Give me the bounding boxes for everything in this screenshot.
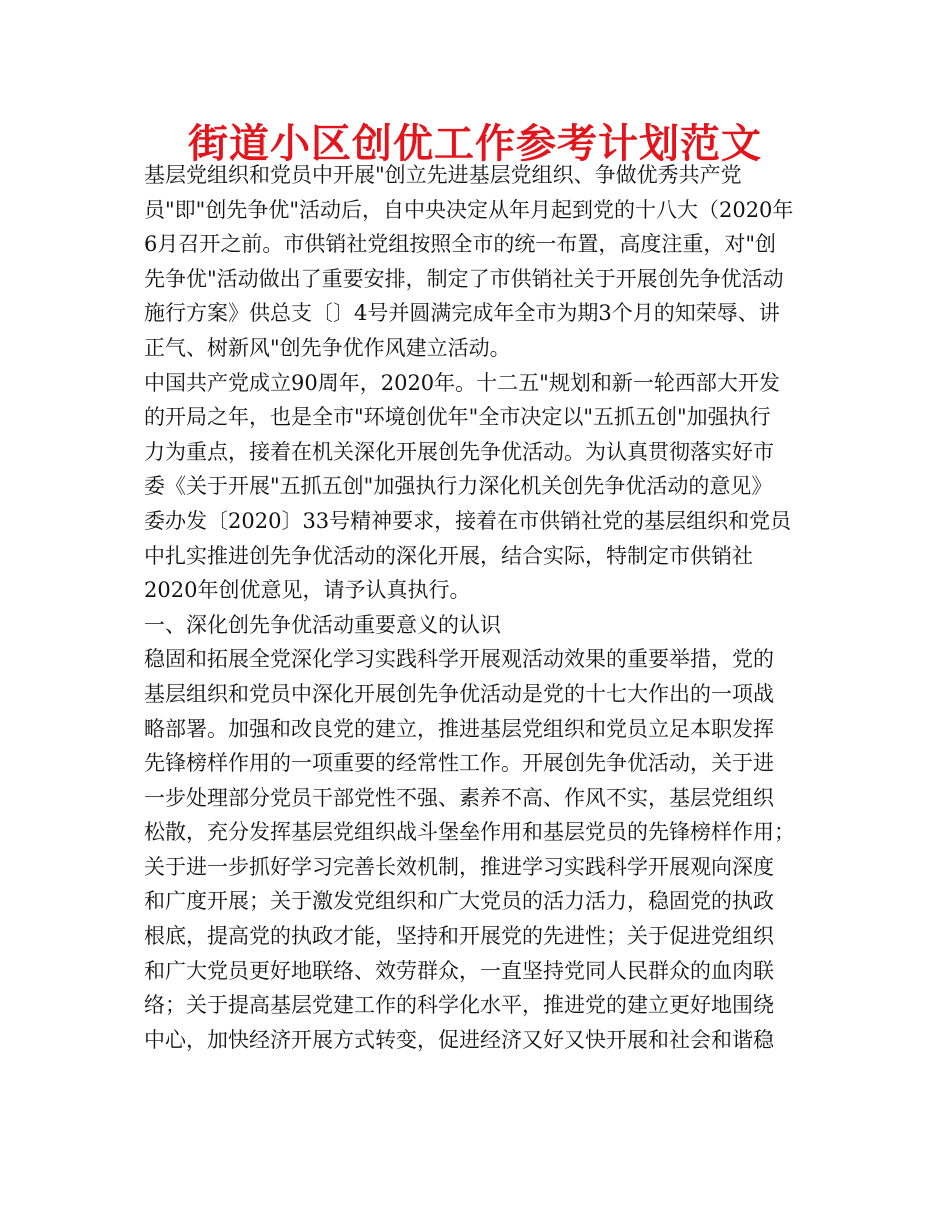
document-title: 街道小区创优工作参考计划范文 <box>188 121 762 167</box>
text-line: 施行方案》供总支〔〕4号并圆满完成年全市为期3个月的知荣辱、讲 <box>144 301 780 326</box>
text-line: 一、深化创先争优活动重要意义的认识 <box>144 612 501 637</box>
text-line: 先争优"活动做出了重要安排，制定了市供销社关于开展创先争优活动 <box>144 266 784 291</box>
text-line: 中扎实推进创先争优活动的深化开展，结合实际，特制定市供销社 <box>144 543 753 568</box>
text-line: 中心，加快经济开展方式转变，促进经济又好又快开展和社会和谐稳 <box>144 1027 774 1052</box>
text-line: 和广大党员更好地联络、效劳群众，一直坚持党同人民群众的血肉联 <box>144 958 774 983</box>
text-line: 稳固和拓展全党深化学习实践科学开展观活动效果的重要举措，党的 <box>144 647 774 672</box>
text-line: 的开局之年，也是全市"环境创优年"全市决定以"五抓五创"加强执行 <box>144 405 771 430</box>
text-line: 员"即"创先争优"活动后，自中央决定从年月起到党的十八大（2020年 <box>144 197 794 222</box>
text-line: 力为重点，接着在机关深化开展创先争优活动。为认真贯彻落实好市 <box>144 439 774 464</box>
text-line: 先锋榜样作用的一项重要的经常性工作。开展创先争优活动，关于进 <box>144 751 774 776</box>
text-line: 根底，提高党的执政才能，坚持和开展党的先进性；关于促进党组织 <box>144 924 774 949</box>
text-line: 略部署。加强和改良党的建立，推进基层党组织和党员立足本职发挥 <box>144 716 774 741</box>
text-line: 络；关于提高基层党建工作的科学化水平，推进党的建立更好地围绕 <box>144 993 774 1018</box>
text-line: 松散，充分发挥基层党组织战斗堡垒作用和基层党员的先锋榜样作用； <box>144 820 795 845</box>
document-body <box>144 158 814 1057</box>
text-line: 委办发〔2020〕33号精神要求，接着在市供销社党的基层组织和党员 <box>144 508 792 533</box>
text-line: 和广度开展；关于激发党组织和广大党员的活力活力，稳固党的执政 <box>144 889 774 914</box>
text-line: 6月召开之前。市供销社党组按照全市的统一布置，高度注重，对"创 <box>144 232 777 257</box>
text-line: 正气、树新风"创先争优作风建立活动。 <box>144 335 511 360</box>
text-line: 2020年创优意见，请予认真执行。 <box>144 578 471 603</box>
text-line: 基层组织和党员中深化开展创先争优活动是党的十七大作出的一项战 <box>144 681 774 706</box>
text-line: 基层党组织和党员中开展"创立先进基层党组织、争做优秀共产党 <box>144 163 742 187</box>
text-line: 关于进一步抓好学习完善长效机制，推进学习实践科学开展观向深度 <box>144 854 774 879</box>
text-line: 一步处理部分党员干部党性不强、素养不高、作风不实，基层党组织 <box>144 785 774 810</box>
text-line: 中国共产党成立90周年，2020年。十二五"规划和新一轮西部大开发 <box>144 370 780 395</box>
text-line: 委《关于开展"五抓五创"加强执行力深化机关创先争优活动的意见》 <box>144 474 773 499</box>
